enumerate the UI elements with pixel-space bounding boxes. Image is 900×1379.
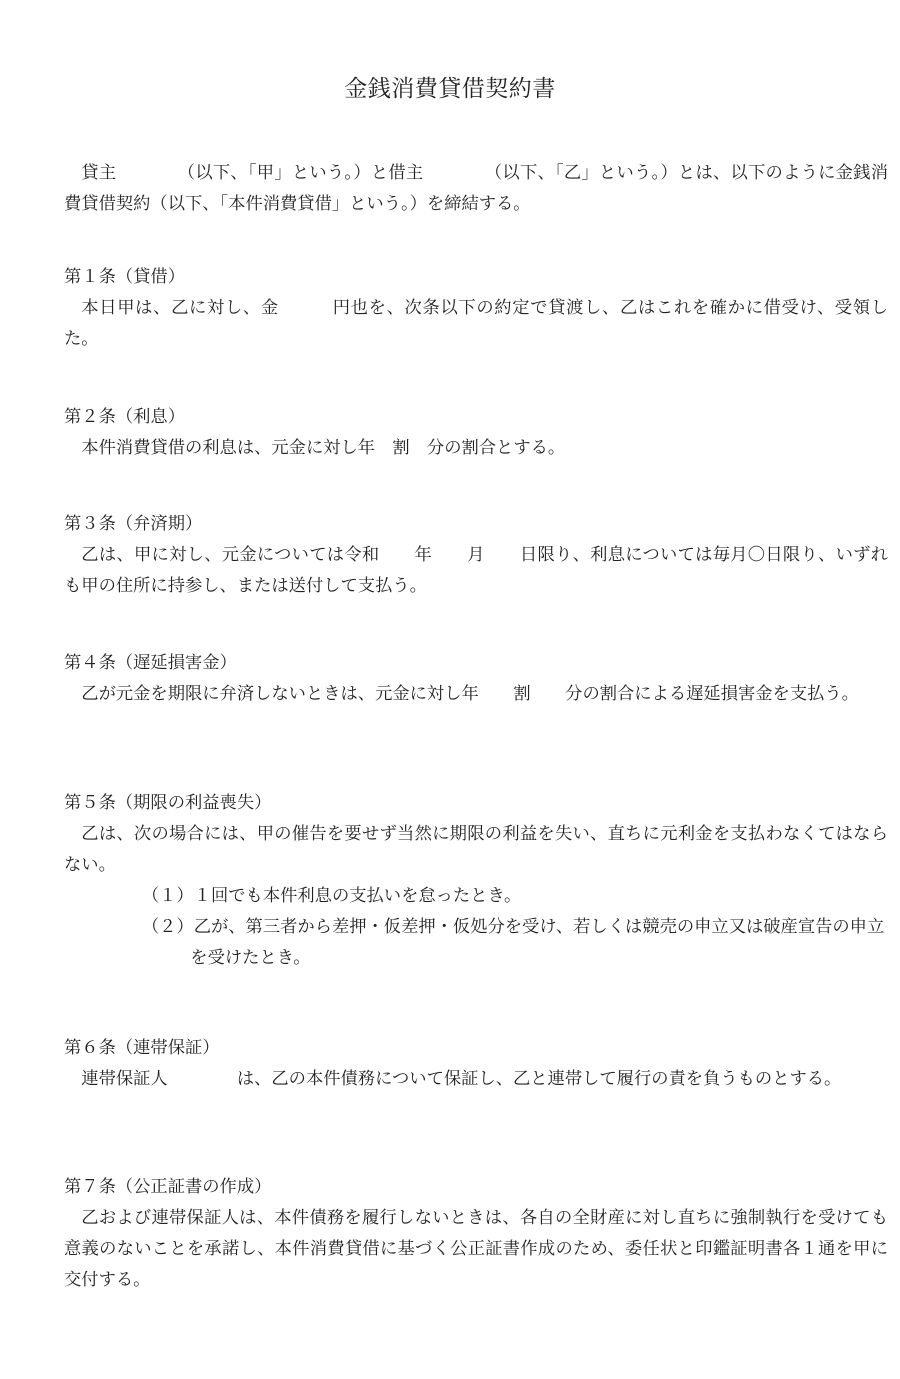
article-1 bbox=[64, 262, 888, 355]
article-3-heading: 第３条（弁済期） bbox=[64, 514, 203, 534]
article-4-heading: 第４条（遅延損害金） bbox=[64, 653, 237, 673]
article-3 bbox=[64, 509, 888, 602]
article-2 bbox=[64, 402, 888, 464]
article-3-body: 乙は、甲に対し、元金については令和 年 月 日限り、利息については毎月〇日限り、いずれも甲の住所に持参し、または送付して支払う。 bbox=[64, 545, 888, 596]
article-1-heading: 第１条（貸借） bbox=[64, 267, 185, 287]
article-1-body: 本日甲は、乙に対し、金 円也を、次条以下の約定で貸渡し、乙はこれを確かに借受け、受領した。 bbox=[64, 298, 888, 349]
article-6 bbox=[64, 1033, 888, 1095]
preamble-section bbox=[64, 158, 888, 220]
article-7-heading: 第７条（公正証書の作成） bbox=[64, 1177, 272, 1197]
article-5-body: 乙は、次の場合には、甲の催告を要せず当然に期限の利益を失い、直ちに元利金を支払わなくてはならない。 bbox=[64, 824, 888, 875]
article-2-heading: 第２条（利息） bbox=[64, 407, 185, 427]
article-4-body: 乙が元金を期限に弁済しないときは、元金に対し年 割 分の割合による遅延損害金を支払う。 bbox=[81, 684, 859, 704]
article-6-body: 連帯保証人 は、乙の本件債務について保証し、乙と連帯して履行の責を負うものとする。 bbox=[81, 1069, 842, 1089]
article-5-item-2: （２）乙が、第三者から差押・仮差押・仮処分を受け、若しくは競売の申立又は破産宣告の申立を受けたとき。 bbox=[141, 917, 885, 968]
article-5-item-1: （１）１回でも本件利息の支払いを怠ったとき。 bbox=[141, 886, 522, 906]
article-7-body: 乙および連帯保証人は、本件債務を履行しないときは、各自の全財産に対し直ちに強制執行を受けても意義のないことを承諾し、本件消費貸借に基づく公正証書作成のため、委任状と印鑑証明書各１通を甲に交付する。 bbox=[64, 1208, 888, 1290]
article-5 bbox=[64, 788, 888, 974]
article-4 bbox=[64, 648, 888, 710]
article-7 bbox=[64, 1172, 888, 1296]
document-title: 金銭消費貸借契約書 bbox=[344, 76, 556, 102]
article-5-heading: 第５条（期限の利益喪失） bbox=[64, 793, 272, 813]
preamble-text: 貸主 （以下、「甲」という。）と借主 （以下、「乙」という。）とは、以下のように金銭消費貸借契約（以下、「本件消費貸借」という。）を締結する。 bbox=[64, 163, 888, 214]
article-6-heading: 第６条（連帯保証） bbox=[64, 1038, 220, 1058]
article-2-body: 本件消費貸借の利息は、元金に対し年 割 分の割合とする。 bbox=[81, 438, 566, 458]
